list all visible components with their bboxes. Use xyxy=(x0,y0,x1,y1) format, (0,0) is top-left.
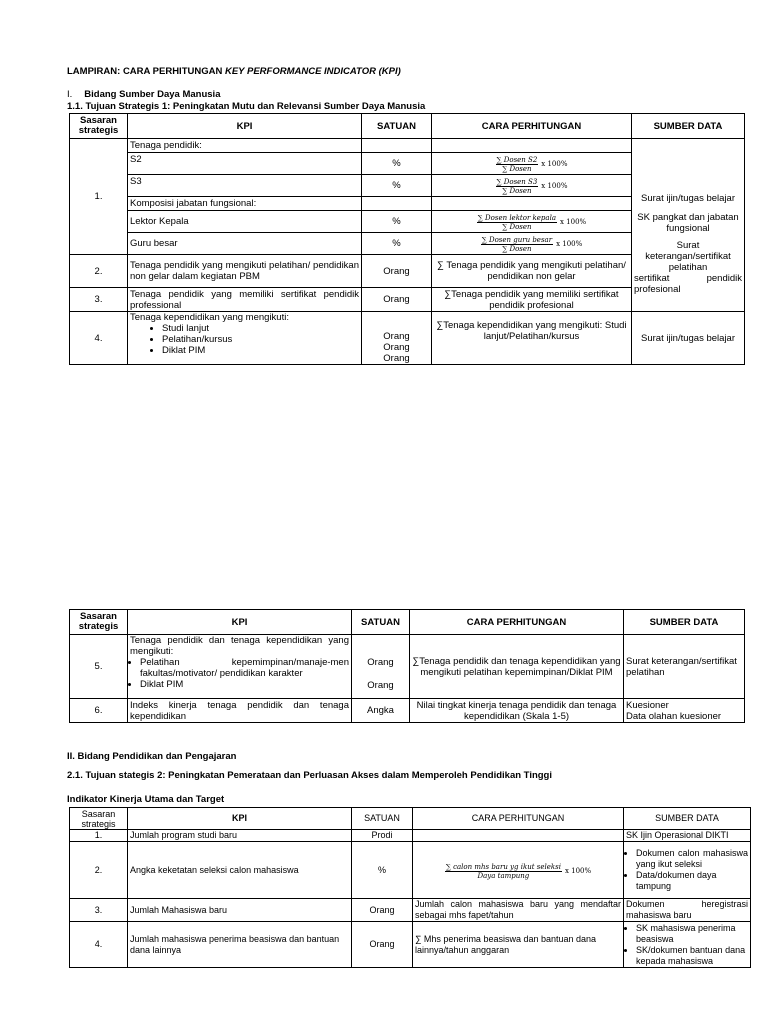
formula-text: ∑ Tenaga pendidik yang mengikuti pelatihan/ pendidikan non gelar xyxy=(432,255,632,288)
sumber-data-text: SK Ijin Operasional DIKTI xyxy=(624,830,751,842)
list-item: • SK/dokumen bantuan dana kepada mahasiswa xyxy=(636,945,748,967)
list-item: • Pelatihan/kursus xyxy=(162,334,359,345)
header-kpi: KPI xyxy=(128,610,352,635)
list-item: • Diklat PIM xyxy=(140,679,349,690)
row-number: 4. xyxy=(70,312,128,365)
kpi-text: Tenaga pendidik dan tenaga kependidikan yang mengikuti: xyxy=(130,635,349,657)
satuan-value: Orang xyxy=(352,899,413,922)
kpi-text: Jumlah mahasiswa penerima beasiswa dan bantuan dana lainnya xyxy=(128,922,352,968)
kpi-text: Jumlah Mahasiswa baru xyxy=(128,899,352,922)
satuan-value: Prodi xyxy=(352,830,413,842)
header-satuan: SATUAN xyxy=(352,808,413,830)
kpi-label: S2 xyxy=(128,152,361,174)
satuan-value: Orang xyxy=(367,656,394,668)
satuan-value: Orang xyxy=(362,288,432,312)
kpi-cell xyxy=(128,312,362,365)
section-2-heading: II. Bidang Pendidikan dan Pengajaran xyxy=(67,751,237,762)
sumber-data-text: SK pangkat dan jabatan fungsional xyxy=(637,212,739,234)
formula-text: Jumlah calon mahasiswa baru yang mendaftar sebagai mhs fapet/tahun xyxy=(413,899,624,922)
header-sasaran: Sasaran strategis xyxy=(70,610,128,635)
row-number: 1. xyxy=(70,830,128,842)
header-sumber: SUMBER DATA xyxy=(632,114,745,139)
satuan-value: % xyxy=(352,842,413,899)
list-item: • Data/dokumen daya tampung xyxy=(636,870,748,892)
satuan-value: % xyxy=(362,174,431,196)
row-number: 3. xyxy=(70,899,128,922)
header-kpi: KPI xyxy=(128,114,362,139)
formula-text: ∑Tenaga pendidik yang memiliki sertifikat pendidik profesional xyxy=(432,288,632,312)
formula-s2: $\frac{\text{∑ Dosen S2}}{\text{∑ Dosen}}$ x 100% xyxy=(496,156,568,173)
satuan-value: % xyxy=(362,210,431,232)
kpi-label: Tenaga pendidik: xyxy=(130,140,202,151)
satuan-value: Orang xyxy=(362,255,432,288)
kpi-text: Tenaga kependidikan yang mengikuti: xyxy=(130,312,289,323)
formula-text: ∑Tenaga kependidikan yang mengikuti: Studi lanjut/Pelatihan/kursus xyxy=(432,312,632,365)
kpi-list xyxy=(130,657,349,690)
formula-text: ∑Tenaga pendidik dan tenaga kependidikan yang mengikuti pelatihan kepemimpinan/Diklat PIM xyxy=(410,635,624,699)
kpi-text: Tenaga pendidik yang memiliki sertifikat pendidik professional xyxy=(128,288,362,312)
row-number: 2. xyxy=(70,842,128,899)
satuan-value: % xyxy=(362,232,431,254)
kpi-cell xyxy=(128,139,362,255)
list-item: • SK mahasiswa penerima beasiswa xyxy=(636,923,748,945)
sumber-data-text: Surat ijin/tugas belajar xyxy=(632,312,745,365)
sumber-data-cell xyxy=(624,922,751,968)
satuan-value: Orang xyxy=(383,353,410,364)
row-number: 5. xyxy=(70,635,128,699)
header-satuan: SATUAN xyxy=(362,114,432,139)
header-cara: CARA PERHITUNGAN xyxy=(413,808,624,830)
formula-text: Nilai tingkat kinerja tenaga pendidik dan tenaga kependidikan (Skala 1-5) xyxy=(410,699,624,723)
sumber-data-text: Surat ijin/tugas belajar xyxy=(641,193,735,204)
sumber-data-cell xyxy=(624,699,745,723)
formula-text: ∑ Mhs penerima beasiswa dan bantuan dana lainnya/tahun anggaran xyxy=(413,922,624,968)
header-sasaran: Sasaran strategis xyxy=(70,808,128,830)
header-satuan: SATUAN xyxy=(352,610,410,635)
formula-guru-besar: $\frac{\text{∑ Dosen guru besar}}{\text{∑ Dosen}}$ x 100% xyxy=(481,236,583,253)
header-sumber: SUMBER DATA xyxy=(624,808,751,830)
kpi-table-3 xyxy=(69,807,751,968)
formula-cell xyxy=(432,139,632,255)
satuan-cell xyxy=(362,312,432,365)
kpi-label: S3 xyxy=(128,174,361,196)
formula-cell xyxy=(413,842,624,899)
formula-text xyxy=(413,830,624,842)
kpi-list xyxy=(130,323,359,356)
sumber-data-text: sertifikat pendidik profesional xyxy=(634,273,742,295)
sumber-data-text: Data olahan kuesioner xyxy=(626,710,722,722)
satuan-value: Angka xyxy=(352,699,410,723)
header-cara: CARA PERHITUNGAN xyxy=(410,610,624,635)
header-sasaran: Sasaran strategis xyxy=(70,114,128,139)
kpi-text: Jumlah program studi baru xyxy=(128,830,352,842)
kpi-label: Komposisi jabatan fungsional: xyxy=(128,196,361,210)
formula-lektor-kepala: $\frac{\text{∑ Dosen lektor kepala}}{\text{∑ Dosen}}$ x 100% xyxy=(477,214,587,231)
list-item: • Diklat PIM xyxy=(162,345,359,356)
header-cara: CARA PERHITUNGAN xyxy=(432,114,632,139)
satuan-value: Orang xyxy=(352,922,413,968)
satuan-value: Orang xyxy=(383,342,410,353)
sumber-data-text: Surat keterangan/sertifikat pelatihan xyxy=(624,635,745,699)
formula-s3: $\frac{\text{∑ Dosen S3}}{\text{∑ Dosen}}$ x 100% xyxy=(496,178,568,195)
kpi-table-2 xyxy=(69,609,745,723)
row-number: 6. xyxy=(70,699,128,723)
sumber-data-list xyxy=(626,848,748,892)
satuan-cell xyxy=(362,139,432,255)
list-item: • Dokumen calon mahasiswa yang ikut seleksi xyxy=(636,848,748,870)
satuan-value: Orang xyxy=(383,331,410,342)
section-1-heading: I. Bidang Sumber Daya Manusia xyxy=(67,89,221,100)
sumber-data-text: Surat keterangan/sertifikat pelatihan xyxy=(645,240,731,273)
subsection-2-1-heading: 2.1. Tujuan stategis 2: Peningkatan Pemerataan dan Perluasan Akses dalam Memperoleh Pendidikan Tinggi xyxy=(67,770,553,781)
satuan-value: Orang xyxy=(367,679,394,691)
document-title: LAMPIRAN: CARA PERHITUNGAN KEY PERFORMANCE INDICATOR (KPI) xyxy=(67,66,401,77)
row-number: 1. xyxy=(70,139,128,255)
kpi-text: Indeks kinerja tenaga pendidik dan tenaga kependidikan xyxy=(128,699,352,723)
header-sumber: SUMBER DATA xyxy=(624,610,745,635)
kpi-text: Angka keketatan seleksi calon mahasiswa xyxy=(128,842,352,899)
sumber-data-list xyxy=(626,923,748,967)
header-kpi: KPI xyxy=(128,808,352,830)
sumber-data-cell xyxy=(632,139,745,312)
sumber-data-cell xyxy=(624,842,751,899)
satuan-cell xyxy=(352,635,410,699)
kpi-table-1 xyxy=(69,113,745,365)
row-number: 3. xyxy=(70,288,128,312)
subsection-1-1-heading: 1.1. Tujuan Strategis 1: Peningkatan Mutu dan Relevansi Sumber Daya Manusia xyxy=(67,101,426,112)
kpi-cell xyxy=(128,635,352,699)
formula-keketatan: $\frac{\text{∑ calon mhs baru yg ikut seleksi}}{\text{Daya tampung}}$ x 100% xyxy=(445,862,592,880)
kpi-label: Guru besar xyxy=(128,232,361,254)
list-item: • Studi lanjut xyxy=(162,323,359,334)
satuan-value: % xyxy=(362,152,431,174)
sumber-data-text: Dokumen heregistrasi mahasiswa baru xyxy=(624,899,751,922)
iku-heading: Indikator Kinerja Utama dan Target xyxy=(67,794,225,805)
row-number: 4. xyxy=(70,922,128,968)
sumber-data-text: Kuesioner xyxy=(626,699,669,711)
kpi-text: Tenaga pendidik yang mengikuti pelatihan/ pendidikan non gelar dalam kegiatan PBM xyxy=(128,255,362,288)
list-item: • Pelatihan kepemimpinan/manaje-men fakultas/motivator/ pendidikan karakter xyxy=(140,657,349,679)
row-number: 2. xyxy=(70,255,128,288)
kpi-label: Lektor Kepala xyxy=(128,210,361,232)
